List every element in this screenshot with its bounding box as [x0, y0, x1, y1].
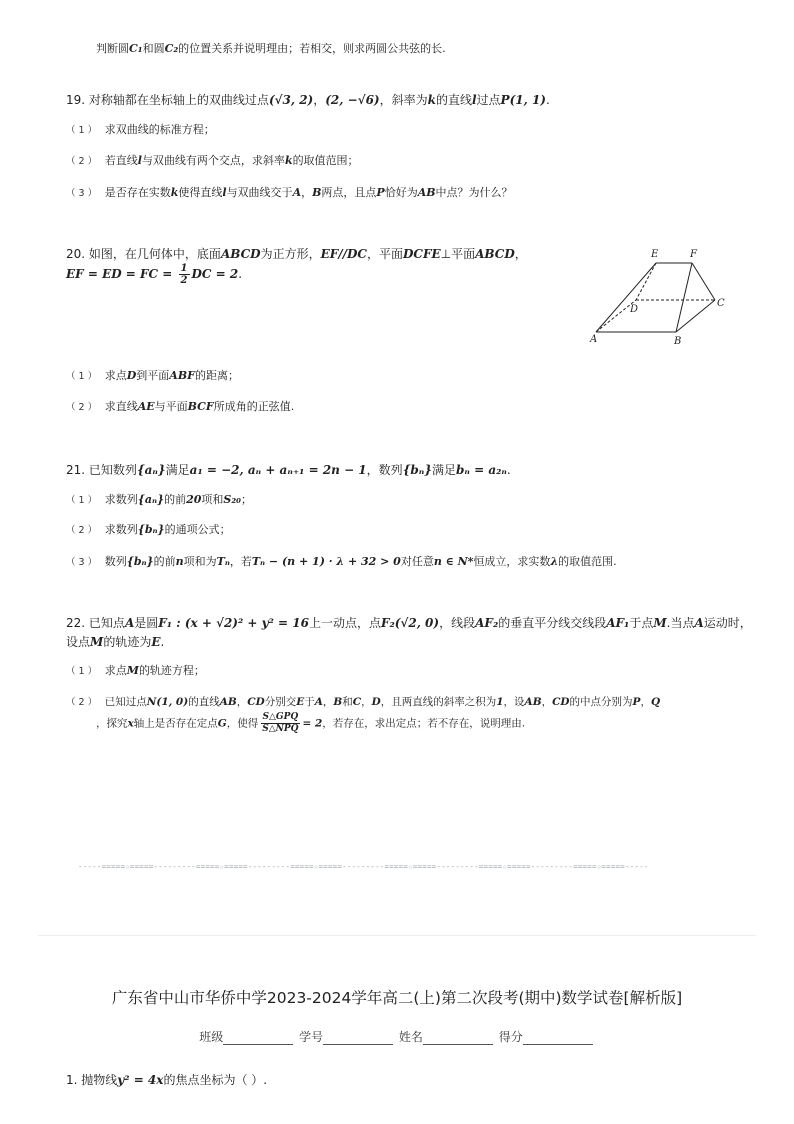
text: ，: [640, 696, 651, 708]
math-var: E: [296, 696, 305, 708]
text: ，线段: [439, 616, 476, 630]
q21-sub-2: [66, 521, 231, 537]
text: 判断圆: [96, 42, 129, 55]
q19-sub-2: [66, 152, 359, 168]
sub-number: （ 2 ）: [66, 156, 98, 167]
text: 的焦点坐标为（ ）.: [163, 1073, 268, 1087]
math-var: k: [284, 154, 293, 167]
text: .: [238, 267, 243, 281]
text: 若直线: [104, 154, 138, 167]
text: ⊥平面: [440, 247, 476, 261]
math-var: l: [471, 93, 477, 107]
text: 恒成立，求实数: [473, 555, 551, 568]
text: ，且两直线的斜率之积为: [380, 696, 497, 708]
math-var: P: [632, 696, 641, 708]
text: 使得直线: [178, 186, 223, 199]
question-number: 19.: [66, 93, 86, 107]
q19-sub-1: [66, 121, 215, 137]
edge-fc: [692, 263, 715, 300]
math-var: BCF: [187, 400, 214, 413]
q19-sub-3: [66, 184, 513, 200]
text: 的取值范围.: [558, 555, 617, 568]
page-break-line: [38, 935, 756, 936]
math-point: (√3, 2): [268, 93, 314, 107]
math-var: E: [151, 635, 161, 649]
text: 已知数列: [88, 463, 137, 477]
text: 求点: [104, 369, 127, 382]
question-21-stem: [66, 461, 511, 478]
math-point: (2, −√6): [325, 93, 380, 107]
math-var: P: [376, 186, 385, 199]
name-blank: [423, 1032, 493, 1045]
text: .当点: [666, 616, 695, 630]
text: 满足: [432, 463, 457, 477]
edge-ae: [596, 263, 656, 332]
math-c1: C₁: [129, 42, 143, 55]
text: 求点: [104, 664, 127, 677]
text: ，设: [503, 696, 525, 708]
text: 所成角的正弦值.: [213, 400, 295, 413]
text: 上一动点，点: [309, 616, 382, 630]
question-22-stem: [66, 614, 752, 631]
text: ，斜率为: [379, 93, 428, 107]
math-c2: C₂: [164, 42, 179, 55]
q21-sub-1: [66, 491, 252, 507]
text: 的通项公式；: [164, 523, 231, 536]
label-b: B: [674, 336, 682, 347]
text: 轴上是否存在定点: [133, 717, 218, 730]
label-a: A: [590, 334, 598, 345]
math-var: DCFE: [403, 247, 441, 261]
math-var: ABF: [169, 369, 195, 382]
sub-number: （ 1 ）: [66, 495, 98, 506]
text: 于: [304, 696, 315, 708]
math-expr: EF = ED = FC =: [66, 267, 177, 281]
fraction-denominator: 2: [180, 275, 188, 286]
text: 和: [342, 696, 353, 708]
text: 的前: [153, 555, 176, 568]
sub-number: （ 2 ）: [66, 525, 98, 536]
text: 项和为: [183, 555, 217, 568]
q22-sub-2-line2: [96, 712, 525, 735]
text: 的距离；: [194, 369, 239, 382]
question-20-stem: [66, 245, 527, 262]
question-number: 21.: [66, 463, 86, 477]
math-var: ABCD: [475, 247, 515, 261]
text: 已知过点: [104, 696, 147, 708]
id-blank: [323, 1032, 393, 1045]
name-label: 姓名: [398, 1030, 423, 1044]
sub-number: （ 2 ）: [66, 697, 98, 708]
text: 与平面: [154, 400, 188, 413]
text: 两点，且点: [321, 186, 377, 199]
text: 求双曲线的标准方程；: [104, 123, 215, 136]
math-expr: {bₙ}: [402, 463, 433, 477]
label-e: E: [651, 249, 659, 260]
math-var: 1: [496, 696, 504, 708]
math-expr: Tₙ − (n + 1) · λ + 32 > 0: [251, 555, 401, 568]
q22-sub-1: [66, 662, 205, 678]
math-var: k: [170, 186, 179, 199]
math-point: P(1, 1): [500, 93, 546, 107]
math-expr: {aₙ}: [137, 493, 165, 506]
math-expr: {aₙ}: [136, 463, 166, 477]
question-number: 22.: [66, 616, 86, 630]
text: 和圆: [142, 42, 165, 55]
math-var: M: [90, 635, 104, 649]
text: 是否存在实数: [104, 186, 171, 199]
math-expr: F₁ : (x + √2)² + y² = 16: [158, 616, 309, 630]
text: .: [506, 463, 511, 477]
text: 设点: [66, 635, 91, 649]
q20-sub-2: [66, 398, 294, 414]
text: 与双曲线交于: [226, 186, 293, 199]
text: 已知点: [88, 616, 125, 630]
text: .: [160, 635, 165, 649]
text: 的垂直平分线交线段: [498, 616, 607, 630]
text: ，: [541, 696, 553, 708]
text: 对任意: [400, 555, 434, 568]
math-expr: n ∈ N*: [433, 555, 474, 568]
label-c: C: [717, 298, 725, 309]
math-expr: y² = 4x: [117, 1073, 164, 1087]
text: ；: [240, 493, 252, 506]
label-f: F: [690, 249, 697, 260]
math-expr: F₂(√2, 0): [381, 616, 440, 630]
question-1-stem: [66, 1071, 267, 1088]
text: 到平面: [136, 369, 170, 382]
math-var: D: [371, 696, 381, 708]
geometry-figure: [584, 244, 734, 348]
math-var: A: [314, 696, 323, 708]
text: ，平面: [366, 247, 403, 261]
text: ，: [313, 93, 326, 107]
math-expr: {bₙ}: [137, 523, 165, 536]
math-expr: DC = 2: [191, 267, 239, 281]
text: ，: [236, 696, 248, 708]
text: 为正方形，: [260, 247, 321, 261]
text: ，: [514, 247, 527, 261]
sub-number: （ 1 ）: [66, 666, 98, 677]
text: 过点: [476, 93, 501, 107]
text: ，: [361, 696, 372, 708]
math-var: AF₁: [606, 616, 630, 630]
text: 项和: [201, 493, 224, 506]
edge-ed: [636, 263, 656, 300]
text: ，使得: [226, 717, 259, 730]
text: ，探究: [96, 717, 128, 730]
sub-number: （ 3 ）: [66, 557, 98, 568]
math-var: AB: [524, 696, 542, 708]
text: ，: [301, 186, 313, 199]
question-19-stem: [66, 91, 550, 108]
text: .: [545, 93, 550, 107]
text: 运动时，: [703, 616, 752, 630]
math-var: AF₂: [475, 616, 499, 630]
math-var: AB: [417, 186, 436, 199]
math-var: B: [333, 696, 343, 708]
class-label: 班级: [199, 1030, 224, 1044]
text: 求数列: [104, 523, 138, 536]
sub-number: （ 1 ）: [66, 125, 98, 136]
edge-fb: [676, 263, 692, 332]
fraction: [260, 712, 300, 735]
fraction-numerator: S△GPQ: [262, 712, 299, 722]
text: 恰好为: [384, 186, 418, 199]
text: ，若: [229, 555, 252, 568]
math-var: Tₙ: [216, 555, 230, 568]
text: 求直线: [104, 400, 138, 413]
fraction-numerator: 1: [180, 263, 188, 274]
math-var: l: [137, 154, 142, 167]
math-var: B: [312, 186, 322, 199]
fraction-denominator: S△NPQ: [262, 724, 299, 734]
math-var: l: [222, 186, 227, 199]
math-var: λ: [550, 555, 559, 568]
math-var: AB: [219, 696, 237, 708]
text: 的直线: [435, 93, 472, 107]
math-expr: a₁ = −2, aₙ + aₙ₊₁ = 2n − 1: [189, 463, 367, 477]
sub-number: （ 3 ）: [66, 188, 98, 199]
sub-number: （ 1 ）: [66, 371, 98, 382]
score-blank: [523, 1032, 593, 1045]
text: 与双曲线有两个交点，求斜率: [141, 154, 285, 167]
text: 抛物线: [81, 1073, 118, 1087]
text: 满足: [165, 463, 190, 477]
text: ，若存在，求出定点；若不存在，说明理由.: [322, 717, 526, 730]
text: 数列: [104, 555, 127, 568]
math-var: A: [124, 616, 135, 630]
math-var: AE: [137, 400, 155, 413]
q21-sub-3: [66, 553, 617, 569]
q18-tail-line: [96, 40, 446, 56]
question-number: 20.: [66, 247, 86, 261]
math-var: x: [127, 717, 134, 730]
math-var: M: [653, 616, 667, 630]
math-expr: 20: [186, 493, 202, 506]
math-var: Q: [650, 696, 661, 708]
text: 分别交: [264, 696, 297, 708]
math-expr: S₂₀: [223, 493, 241, 506]
text: 的位置关系并说明理由；若相交，则求两圆公共弦的长.: [178, 42, 446, 55]
math-expr: EF//DC: [320, 247, 367, 261]
question-22-line2: [66, 633, 164, 650]
math-var: A: [694, 616, 704, 630]
math-var: C: [352, 696, 362, 708]
math-var: G: [217, 717, 227, 730]
text: 的前: [164, 493, 187, 506]
student-info-fields: [0, 1028, 794, 1045]
math-expr: bₙ = a₂ₙ: [456, 463, 507, 477]
math-var: ABCD: [220, 247, 261, 261]
page-title: 广东省中山市华侨中学2023-2024学年高二(上)第二次段考(期中)数学试卷[解析版]: [111, 989, 683, 1007]
q22-sub-2: [66, 694, 660, 709]
question-20-line2: [66, 263, 242, 286]
math-expr: = 2: [302, 717, 323, 730]
math-var: n: [175, 555, 184, 568]
question-number: 1.: [66, 1073, 78, 1087]
text: 对称轴都在坐标轴上的双曲线过点: [88, 93, 269, 107]
text: 于点: [629, 616, 654, 630]
score-label: 得分: [498, 1030, 523, 1044]
math-expr: {bₙ}: [126, 555, 154, 568]
text: 是圆: [134, 616, 159, 630]
class-blank: [223, 1032, 293, 1045]
math-var: D: [126, 369, 137, 382]
section-divider: -----=====☆=====---------=====☆=====---------=====☆=====---------=====☆=====---------=====☆=====---------=====☆=====-----: [78, 862, 649, 871]
math-var: A: [292, 186, 302, 199]
text: ，: [322, 696, 334, 708]
q20-sub-1: [66, 367, 239, 383]
text: 如图，在几何体中，底面: [88, 247, 221, 261]
math-var: k: [427, 93, 436, 107]
text: 的轨迹方程；: [138, 664, 205, 677]
math-var: CD: [552, 696, 570, 708]
id-label: 学号: [299, 1030, 324, 1044]
sub-number: （ 2 ）: [66, 402, 98, 413]
text: 中点？为什么？: [435, 186, 513, 199]
fraction: [179, 263, 190, 286]
math-var: CD: [247, 696, 265, 708]
math-expr: N(1, 0): [146, 696, 189, 708]
text: 的直线: [188, 696, 220, 708]
math-var: M: [126, 664, 139, 677]
text: 的中点分别为: [569, 696, 633, 708]
text: 的轨迹为: [103, 635, 152, 649]
text: ，数列: [366, 463, 403, 477]
text: 的取值范围；: [292, 154, 359, 167]
label-d: D: [630, 304, 639, 315]
text: 求数列: [104, 493, 138, 506]
